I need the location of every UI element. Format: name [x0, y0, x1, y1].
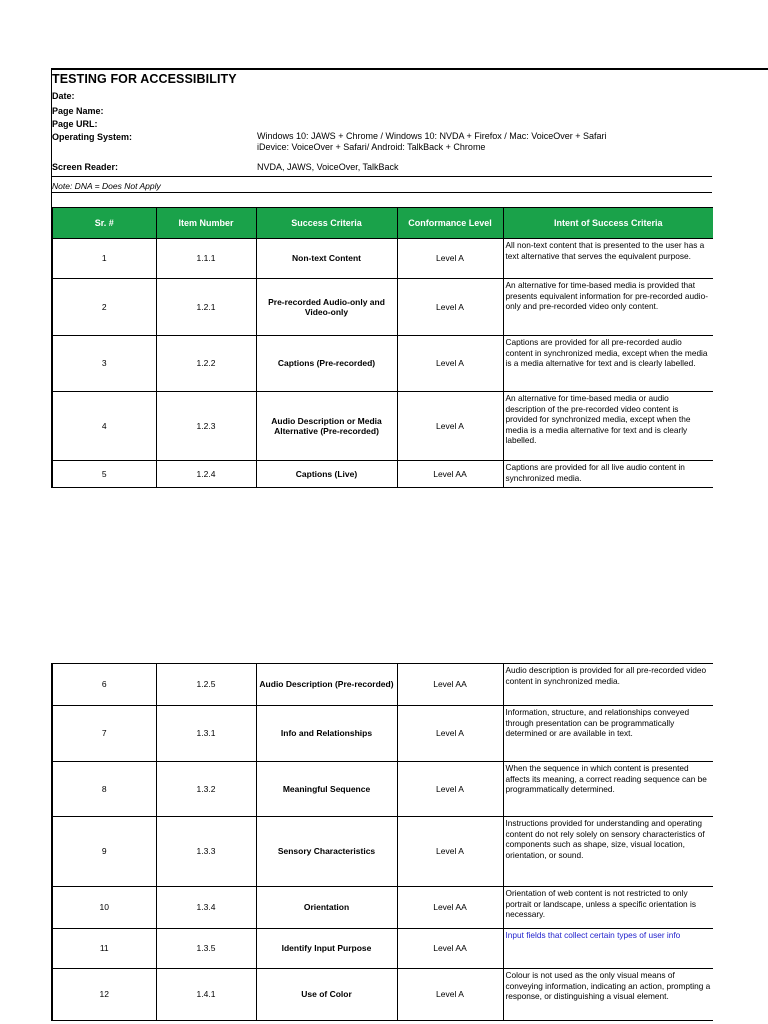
sr-cell: 12	[52, 969, 156, 1021]
item-number-cell: 1.1.1	[156, 239, 256, 279]
sr-cell: 4	[52, 392, 156, 461]
item-number-cell: 1.2.5	[156, 664, 256, 706]
success-criteria-cell: Audio Description (Pre-recorded)	[256, 664, 397, 706]
column-header-sr: Sr. #	[52, 208, 156, 239]
sr-cell: 10	[52, 887, 156, 929]
page-name-label: Page Name:	[52, 106, 104, 116]
conformance-level-cell: Level A	[397, 239, 503, 279]
column-header-conformance-level: Conformance Level	[397, 208, 503, 239]
sr-cell: 2	[52, 279, 156, 336]
item-number-cell: 1.2.4	[156, 461, 256, 488]
item-number-cell: 1.3.2	[156, 762, 256, 817]
item-number-cell: 1.4.1	[156, 969, 256, 1021]
conformance-level-cell: Level A	[397, 392, 503, 461]
column-header-item-number: Item Number	[156, 208, 256, 239]
criteria-table-top	[51, 207, 713, 488]
sheet-header	[51, 68, 712, 207]
item-number-cell: 1.3.5	[156, 929, 256, 969]
table-row	[52, 706, 713, 762]
table-row	[52, 239, 713, 279]
conformance-level-cell: Level A	[397, 279, 503, 336]
intent-cell: An alternative for time-based media is provided that presents equivalent information for pre-recorded audio-only and pre-recorded video only content.	[503, 279, 713, 336]
sr-cell: 6	[52, 664, 156, 706]
table-row	[52, 887, 713, 929]
conformance-level-cell: Level AA	[397, 664, 503, 706]
note-text: Note: DNA = Does Not Apply	[52, 181, 161, 191]
screen-reader-value: NVDA, JAWS, VoiceOver, TalkBack	[257, 162, 399, 172]
table-row	[52, 664, 713, 706]
sr-cell: 3	[52, 336, 156, 392]
conformance-level-cell: Level A	[397, 706, 503, 762]
success-criteria-cell: Pre-recorded Audio-only and Video-only	[256, 279, 397, 336]
conformance-level-cell: Level AA	[397, 887, 503, 929]
column-header-success-criteria: Success Criteria	[256, 208, 397, 239]
intent-cell: Information, structure, and relationships conveyed through presentation can be programmatically determined or are available in text.	[503, 706, 713, 762]
table-row	[52, 392, 713, 461]
intent-cell: Orientation of web content is not restricted to only portrait or landscape, unless a specific orientation is necessary.	[503, 887, 713, 929]
item-number-cell: 1.2.2	[156, 336, 256, 392]
column-header-intent: Intent of Success Criteria	[503, 208, 713, 239]
conformance-level-cell: Level AA	[397, 929, 503, 969]
item-number-cell: 1.3.1	[156, 706, 256, 762]
intent-cell: Audio description is provided for all pre-recorded video content in synchronized media.	[503, 664, 713, 706]
intent-cell: Captions are provided for all live audio content in synchronized media.	[503, 461, 713, 488]
success-criteria-cell: Sensory Characteristics	[256, 817, 397, 887]
sr-cell: 5	[52, 461, 156, 488]
intent-cell: Input fields that collect certain types of user info	[503, 929, 713, 969]
conformance-level-cell: Level A	[397, 969, 503, 1021]
intent-cell: When the sequence in which content is presented affects its meaning, a correct reading sequence can be programmatically determined.	[503, 762, 713, 817]
success-criteria-cell: Info and Relationships	[256, 706, 397, 762]
intent-cell: An alternative for time-based media or audio description of the pre-recorded video content is provided for synchronized media, except when the media is a media alternative for text and is clearly labelled.	[503, 392, 713, 461]
divider	[51, 192, 712, 193]
conformance-level-cell: Level A	[397, 336, 503, 392]
item-number-cell: 1.3.3	[156, 817, 256, 887]
success-criteria-cell: Meaningful Sequence	[256, 762, 397, 817]
os-value: Windows 10: JAWS + Chrome / Windows 10: NVDA + Firefox / Mac: VoiceOver + Safari iDevice: VoiceOver + Safari/ Android: TalkBack + Chrome	[257, 131, 607, 152]
intent-cell: Captions are provided for all pre-recorded audio content in synchronized media, except when the media is a media alternative for text and is clearly labelled.	[503, 336, 713, 392]
intent-cell: All non-text content that is presented to the user has a text alternative that serves the equivalent purpose.	[503, 239, 713, 279]
table-row	[52, 279, 713, 336]
item-number-cell: 1.3.4	[156, 887, 256, 929]
table-row	[52, 817, 713, 887]
sr-cell: 8	[52, 762, 156, 817]
sr-cell: 7	[52, 706, 156, 762]
sr-cell: 11	[52, 929, 156, 969]
item-number-cell: 1.2.3	[156, 392, 256, 461]
item-number-cell: 1.2.1	[156, 279, 256, 336]
table-row	[52, 969, 713, 1021]
table-row	[52, 336, 713, 392]
success-criteria-cell: Audio Description or Media Alternative (Pre-recorded)	[256, 392, 397, 461]
conformance-level-cell: Level A	[397, 817, 503, 887]
success-criteria-cell: Identify Input Purpose	[256, 929, 397, 969]
date-label: Date:	[52, 91, 75, 101]
success-criteria-cell: Non-text Content	[256, 239, 397, 279]
page-title: TESTING FOR ACCESSIBILITY	[52, 72, 237, 86]
table-row	[52, 762, 713, 817]
success-criteria-cell: Captions (Live)	[256, 461, 397, 488]
conformance-level-cell: Level AA	[397, 461, 503, 488]
table-row	[52, 929, 713, 969]
sr-cell: 9	[52, 817, 156, 887]
criteria-table-bottom	[51, 663, 713, 1021]
success-criteria-cell: Captions (Pre-recorded)	[256, 336, 397, 392]
sr-cell: 1	[52, 239, 156, 279]
os-label: Operating System:	[52, 132, 133, 142]
success-criteria-cell: Orientation	[256, 887, 397, 929]
screen-reader-label: Screen Reader:	[52, 162, 119, 172]
top-rule	[51, 68, 768, 70]
intent-cell: Colour is not used as the only visual means of conveying information, indicating an action, prompting a response, or distinguishing a visual element.	[503, 969, 713, 1021]
success-criteria-cell: Use of Color	[256, 969, 397, 1021]
table-header-row	[52, 208, 713, 239]
intent-cell: Instructions provided for understanding and operating content do not rely solely on sensory characteristics of components such as shape, size, visual location, orientation, or sound.	[503, 817, 713, 887]
divider	[51, 176, 712, 177]
conformance-level-cell: Level A	[397, 762, 503, 817]
table-row	[52, 461, 713, 488]
page-url-label: Page URL:	[52, 119, 98, 129]
